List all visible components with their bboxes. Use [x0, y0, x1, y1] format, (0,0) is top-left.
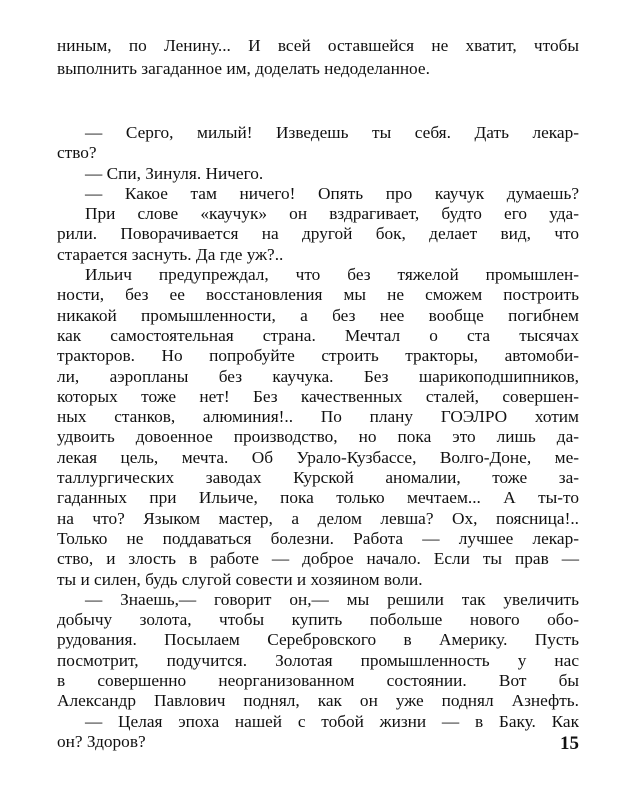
text-line: гаданных при Ильиче, пока только мечтаем... А ты-то [57, 488, 579, 508]
text-line: Только не поддаваться болезни. Работа — лучшее лекар- [57, 528, 579, 548]
text-line: как самостоятельная страна. Мечтал о ста тысячах [57, 325, 579, 345]
top-paragraph [57, 34, 579, 80]
text-line: — Какое там ничего! Опять про каучук думаешь? [85, 183, 579, 203]
text-line: посмотрит, подучится. Золотая промышленность у нас [57, 650, 579, 670]
text-line: рудования. Посылаем Серебровского в Америку. Пусть [57, 630, 579, 650]
text-line: ство? [57, 143, 97, 163]
text-line: Александр Павлович поднял, как он уже поднял Азнефть. [57, 691, 579, 711]
text-line: в совершенно неорганизованном состоянии. Вот бы [57, 671, 579, 691]
text-line: на что? Языком мастер, а делом левша? Ох, поясница!.. [57, 508, 579, 528]
text-line: удвоить довоенное производство, но пока это лишь да- [57, 427, 579, 447]
text-line: добычу золота, чтобы купить побольше нового обо- [57, 610, 579, 630]
text-line: Ильич предупреждал, что без тяжелой промышлен- [85, 265, 579, 285]
text-line: — Знаешь,— говорит он,— мы решили так увеличить [85, 589, 579, 609]
text-line: никакой промышленности, а без нее вообще погибнем [57, 305, 579, 325]
text-line: он? Здоров? [57, 731, 146, 751]
text-line: ты и силен, будь слугой совести и хозяином воли. [57, 569, 423, 589]
text-line: — Целая эпоха нашей с тобой жизни — в Баку. Как [85, 711, 579, 731]
text-line: При слове «каучук» он вздрагивает, будто его уда- [85, 204, 579, 224]
text-line: таллургических заводах Курской аномалии, тоже за- [57, 468, 579, 488]
text-line: рили. Поворачивается на другой бок, делает вид, что [57, 224, 579, 244]
text-line: — Серго, милый! Изведешь ты себя. Дать лекар- [85, 123, 579, 142]
body-text [57, 123, 579, 752]
text-line: ниным, по Ленину... И всей оставшейся не хватит, чтобы [57, 36, 579, 55]
text-line: ли, аэропланы без каучука. Без шарикоподшипников, [57, 366, 579, 386]
text-line: лекая цель, мечта. Об Урало-Кузбассе, Волго-Доне, ме- [57, 447, 579, 467]
text-line: — Спи, Зинуля. Ничего. [85, 163, 264, 183]
text-line: которых тоже нет! Без качественных сталей, совершен- [57, 386, 579, 406]
page-number: 15 [560, 733, 579, 754]
text-line: тракторов. Но попробуйте строить тракторы, автомоби- [57, 346, 579, 366]
text-line: выполнить загаданное им, доделать недоделанное. [57, 59, 430, 78]
text-line: старается заснуть. Да где уж?.. [57, 244, 284, 264]
text-line: ство, и злость в работе — доброе начало. Если ты прав — [57, 549, 579, 569]
text-line: ности, без ее восстановления мы не сможем построить [57, 285, 579, 305]
text-line: ных станков, алюминия!.. По плану ГОЭЛРО хотим [57, 407, 579, 427]
